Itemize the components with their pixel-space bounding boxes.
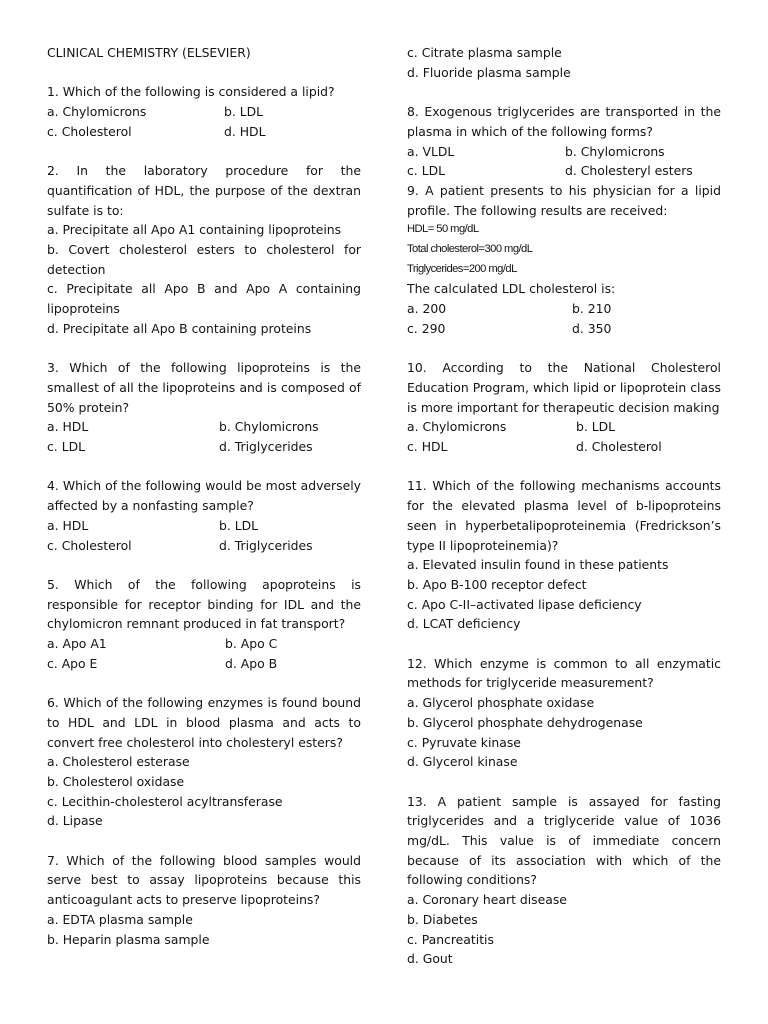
option-a: a. Precipitate all Apo A1 containing lipoproteins (47, 222, 342, 238)
question-1 (47, 82, 361, 141)
option-c: c. Citrate plasma sample (407, 45, 562, 60)
question-5 (47, 575, 361, 674)
option-a: a. Chylomicrons (47, 104, 147, 120)
document-title: CLINICAL CHEMISTRY (ELSEVIER) (47, 45, 251, 60)
option-d: d. Triglycerides (219, 439, 313, 455)
option-d: d. Lipase (47, 813, 103, 829)
question-10 (407, 358, 721, 457)
option-b: b. Apo B-100 receptor defect (407, 576, 587, 592)
option-b: b. LDL (219, 517, 259, 533)
option-a: a. HDL (47, 517, 89, 533)
lab-result-triglycerides: Triglycerides=200 mg/dL (407, 262, 517, 275)
option-a: a. 200 (407, 301, 447, 317)
option-d: d. Precipitate all Apo B containing proteins (47, 320, 312, 336)
option-d: d. 350 (572, 320, 612, 336)
question-stem: 4. Which of the following would be most adversely affected by a nonfasting sample? (47, 478, 361, 514)
question-9 (407, 181, 721, 339)
option-a: a. Coronary heart disease (407, 892, 567, 908)
question-3 (47, 358, 361, 457)
option-c: c. Apo C-II–activated lipase deficiency (407, 596, 642, 612)
option-a: a. Apo A1 (47, 636, 107, 652)
option-c: c. HDL (407, 439, 448, 455)
question-stem: 8. Exogenous triglycerides are transported in the plasma in which of the following forms? (407, 104, 721, 139)
question-prompt: The calculated LDL cholesterol is: (407, 281, 616, 297)
option-b: b. Chylomicrons (219, 419, 319, 435)
lab-result-hdl: HDL= 50 mg/dL (407, 223, 479, 236)
option-d: d. Triglycerides (219, 537, 313, 553)
question-stem: 12. Which enzyme is common to all enzymatic methods for triglyceride measurement? (407, 655, 721, 691)
option-a: a. Elevated insulin found in these patients (407, 557, 669, 573)
option-c: c. Cholesterol (47, 537, 132, 553)
question-stem: 7. Which of the following blood samples would serve best to assay lipoproteins because this anticoagulant acts to preserve lipoproteins? (47, 852, 361, 908)
option-b: b. Cholesterol oxidase (47, 773, 185, 789)
option-c: c. 290 (407, 320, 446, 336)
option-b: b. LDL (224, 104, 264, 120)
option-b: b. Apo C (225, 636, 278, 652)
question-stem: 9. A patient presents to his physician for a lipid profile. The following results are received: (407, 182, 721, 218)
question-4 (47, 476, 361, 555)
option-d: d. Fluoride plasma sample (407, 64, 571, 80)
option-b: b. Covert cholesterol esters to cholesterol for detection (47, 242, 361, 277)
question-stem: 13. A patient sample is assayed for fasting triglycerides and a triglyceride value of 1036 mg/dL. This value is of immediate concern because of its association with which of the following conditions? (407, 793, 721, 888)
option-c: c. Lecithin-cholesterol acyltransferase (47, 793, 283, 809)
question-stem: 6. Which of the following enzymes is found bound to HDL and LDL in blood plasma and acts to convert free cholesterol into cholesteryl esters? (47, 695, 361, 750)
option-a: a. Cholesterol esterase (47, 754, 190, 770)
question-stem: 3. Which of the following lipoproteins is the smallest of all the lipoproteins and is composed of 50% protein? (47, 360, 361, 415)
option-a: a. VLDL (407, 143, 455, 159)
option-a: a. Glycerol phosphate oxidase (407, 695, 595, 711)
option-c: c. Cholesterol (47, 123, 132, 139)
question-8 (407, 102, 721, 181)
option-b: b. Diabetes (407, 911, 478, 927)
option-b: b. 210 (572, 301, 612, 317)
option-d: d. Glycerol kinase (407, 754, 518, 770)
option-d: d. LCAT deficiency (407, 616, 521, 632)
left-column (47, 43, 361, 949)
question-stem: 11. Which of the following mechanisms accounts for the elevated plasma level of b-lipoproteins seen in hyperbetalipoproteinemia (Fredrickson’s type II lipoproteinemia)? (407, 478, 721, 553)
option-b: b. Heparin plasma sample (47, 931, 210, 947)
question-7 (47, 851, 361, 950)
question-12 (407, 654, 721, 772)
option-d: d. Cholesteryl esters (565, 163, 693, 179)
question-stem: 1. Which of the following is considered a lipid? (47, 84, 335, 100)
option-b: b. Glycerol phosphate dehydrogenase (407, 714, 643, 730)
option-c: c. LDL (407, 163, 446, 179)
option-c: c. Apo E (47, 655, 98, 671)
option-a: a. HDL (47, 419, 89, 435)
right-column (407, 43, 721, 969)
question-2 (47, 161, 361, 338)
option-d: d. HDL (224, 123, 266, 139)
option-a: a. Chylomicrons (407, 419, 507, 435)
question-13 (407, 792, 721, 969)
option-c: c. Precipitate all Apo B and Apo A containing lipoproteins (47, 281, 361, 317)
lab-result-total-cholesterol: Total cholesterol=300 mg/dL (407, 243, 533, 256)
question-11 (407, 476, 721, 634)
option-d: d. Apo B (225, 655, 278, 671)
option-c: c. Pyruvate kinase (407, 734, 521, 750)
option-c: c. LDL (47, 439, 86, 455)
option-a: a. EDTA plasma sample (47, 911, 193, 927)
option-d: d. Cholesterol (576, 439, 662, 455)
question-7-continued (407, 43, 721, 82)
option-c: c. Pancreatitis (407, 931, 494, 947)
question-6 (47, 693, 361, 831)
option-d: d. Gout (407, 951, 453, 967)
question-stem: 5. Which of the following apoproteins is responsible for receptor binding for IDL and the chylomicron remnant produced in fat transport? (47, 576, 361, 632)
question-stem: 2. In the laboratory procedure for the quantification of HDL, the purpose of the dextran sulfate is to: (47, 163, 361, 218)
question-stem: 10. According to the National Cholesterol Education Program, which lipid or lipoprotein class is more important for therapeutic decision making (407, 360, 721, 415)
option-b: b. Chylomicrons (565, 143, 665, 159)
option-b: b. LDL (576, 419, 616, 435)
